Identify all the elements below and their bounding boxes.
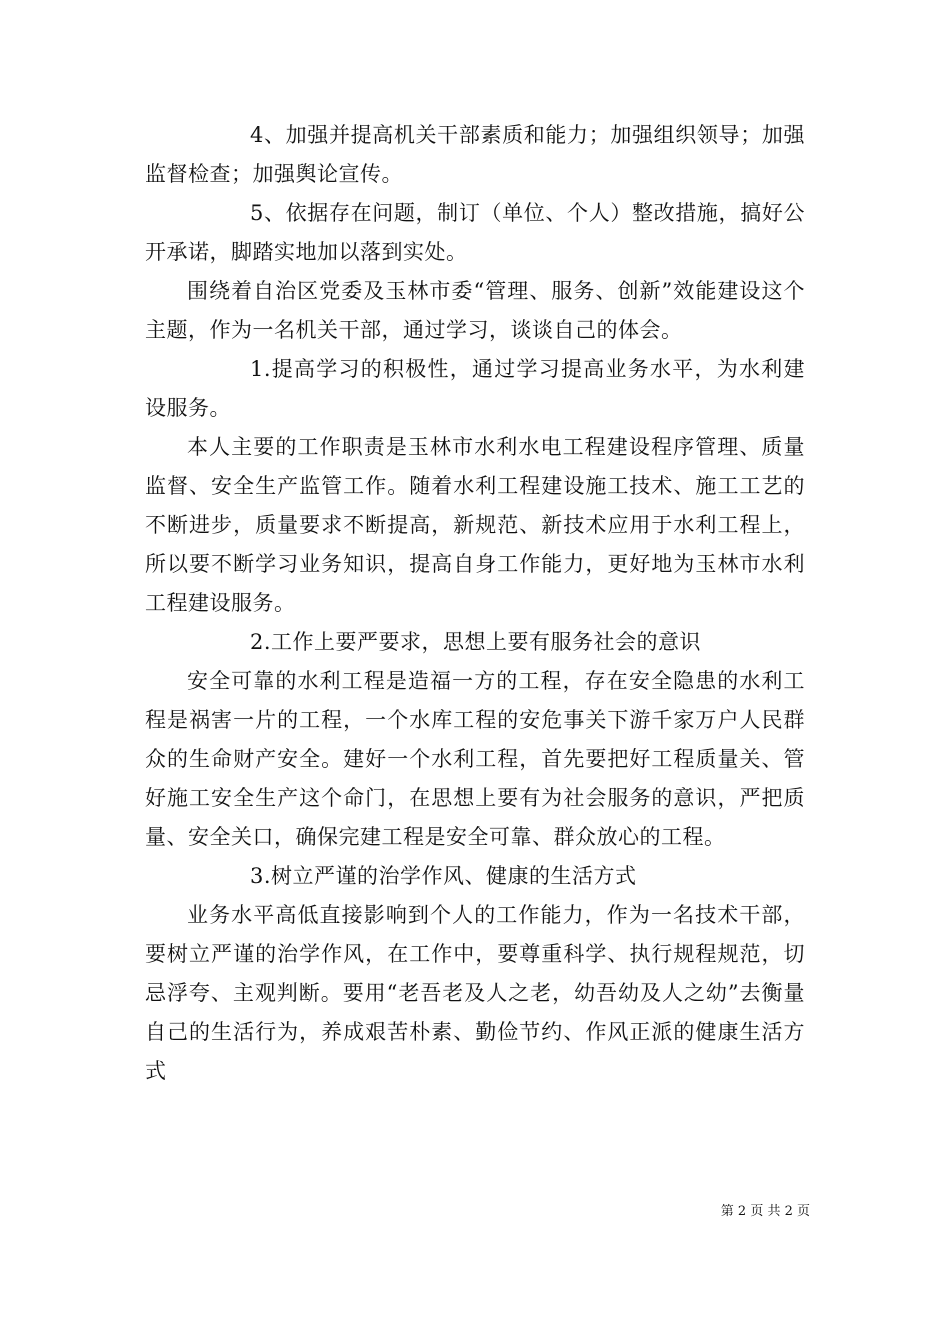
paragraph-item-4: 4、加强并提高机关干部素质和能力；加强组织领导；加强监督检查；加强舆论宣传。 — [145, 123, 805, 186]
paragraph-intro: 围绕着自治区党委及玉林市委“管理、服务、创新”效能建设这个主题，作为一名机关干部，通过学习，谈谈自己的体会。 — [145, 279, 805, 342]
page-number-footer: 第 2 页 共 2 页 — [720, 1204, 810, 1219]
paragraph-section-2: 安全可靠的水利工程是造福一方的工程，存在安全隐患的水利工程是祸害一片的工程，一个水库工程的安危事关下游千家万户人民群众的生命财产安全。建好一个水利工程，首先要把好工程质量关、管好施工安全生产这个命门，在思想上要有为社会服务的意识，严把质量、安全关口，确保完建工程是安全可靠、群众放心的工程。 — [145, 669, 805, 849]
paragraph-item-5: 5、依据存在问题，制订（单位、个人）整改措施，搞好公开承诺，脚踏实地加以落到实处。 — [145, 201, 805, 264]
document-body — [145, 116, 805, 1091]
section-heading-1: 1.提高学习的积极性，通过学习提高业务水平，为水利建设服务。 — [145, 357, 805, 420]
paragraph-section-3: 业务水平高低直接影响到个人的工作能力，作为一名技术干部，要树立严谨的治学作风，在工作中，要尊重科学、执行规程规范，切忌浮夸、主观判断。要用“老吾老及人之老，幼吾幼及人之幼”去衡量自己的生活行为，养成艰苦朴素、勤俭节约、作风正派的健康生活方式 — [145, 903, 805, 1083]
paragraph-section-1: 本人主要的工作职责是玉林市水利水电工程建设程序管理、质量监督、安全生产监管工作。随着水利工程建设施工技术、施工工艺的不断进步，质量要求不断提高，新规范、新技术应用于水利工程上，所以要不断学习业务知识，提高自身工作能力，更好地为玉林市水利工程建设服务。 — [145, 435, 805, 615]
section-heading-2: 2.工作上要严要求，思想上要有服务社会的意识 — [250, 630, 702, 654]
section-heading-3: 3.树立严谨的治学作风、健康的生活方式 — [250, 864, 637, 888]
